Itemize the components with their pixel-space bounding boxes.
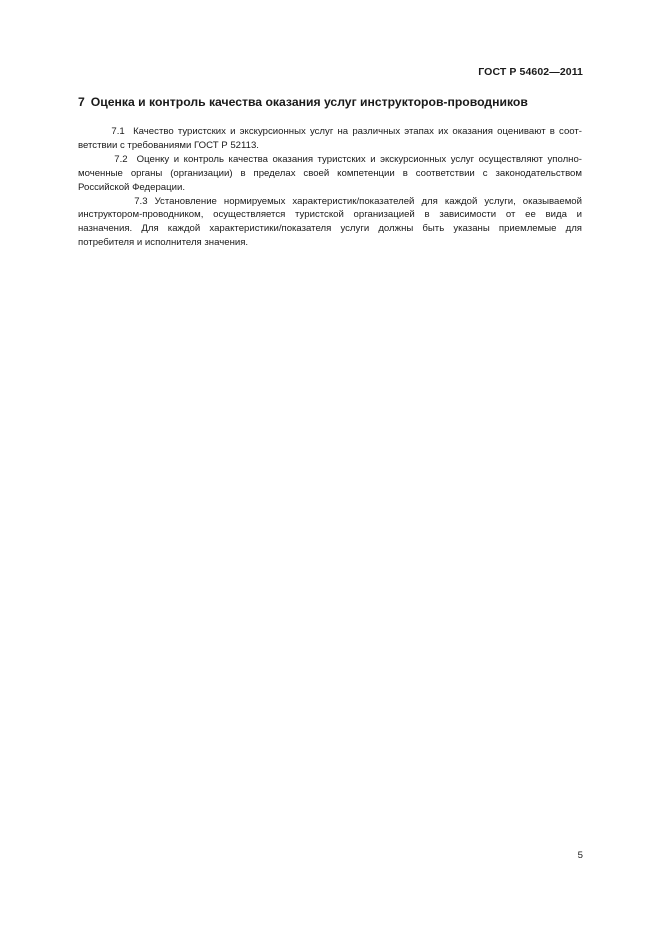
paragraph-7-2 <box>78 153 582 195</box>
paragraph-line: ветствии с требованиями ГОСТ Р 52113. <box>78 139 259 151</box>
paragraph-line: 7.2 Оценку и контроль качества оказания туристских и экскурсионных услуг осуществляют уполно- <box>78 153 582 165</box>
document-code: ГОСТ Р 54602—2011 <box>478 66 583 78</box>
paragraph-7-3 <box>78 195 582 251</box>
paragraph-line: 7.3 Установление нормируемых характеристик/показателей для каждой услуги, оказываемой <box>78 195 582 207</box>
section-body <box>78 125 582 250</box>
paragraph-line: назначения. Для каждой характеристики/показателя услуги должны быть указаны приемлемые для <box>78 223 582 235</box>
section-number: 7 <box>78 95 85 109</box>
section-title: Оценка и контроль качества оказания услуг инструкторов-проводников <box>90 95 528 109</box>
paragraph-7-1 <box>78 125 582 153</box>
page-number: 5 <box>577 850 583 861</box>
paragraph-line: потребителя и исполнителя значения. <box>78 237 249 249</box>
paragraph-line: Российской Федерации. <box>78 181 185 193</box>
section-heading <box>78 95 588 109</box>
paragraph-line: моченные органы (организации) в пределах своей компетенции в соответствии с законодательством <box>78 167 582 179</box>
paragraph-line: инструктором-проводником, осуществляется туристской организацией в зависимости от ее вида и <box>78 209 582 221</box>
paragraph-line: 7.1 Качество туристских и экскурсионных услуг на различных этапах их оказания оценивают в соот- <box>78 126 582 137</box>
